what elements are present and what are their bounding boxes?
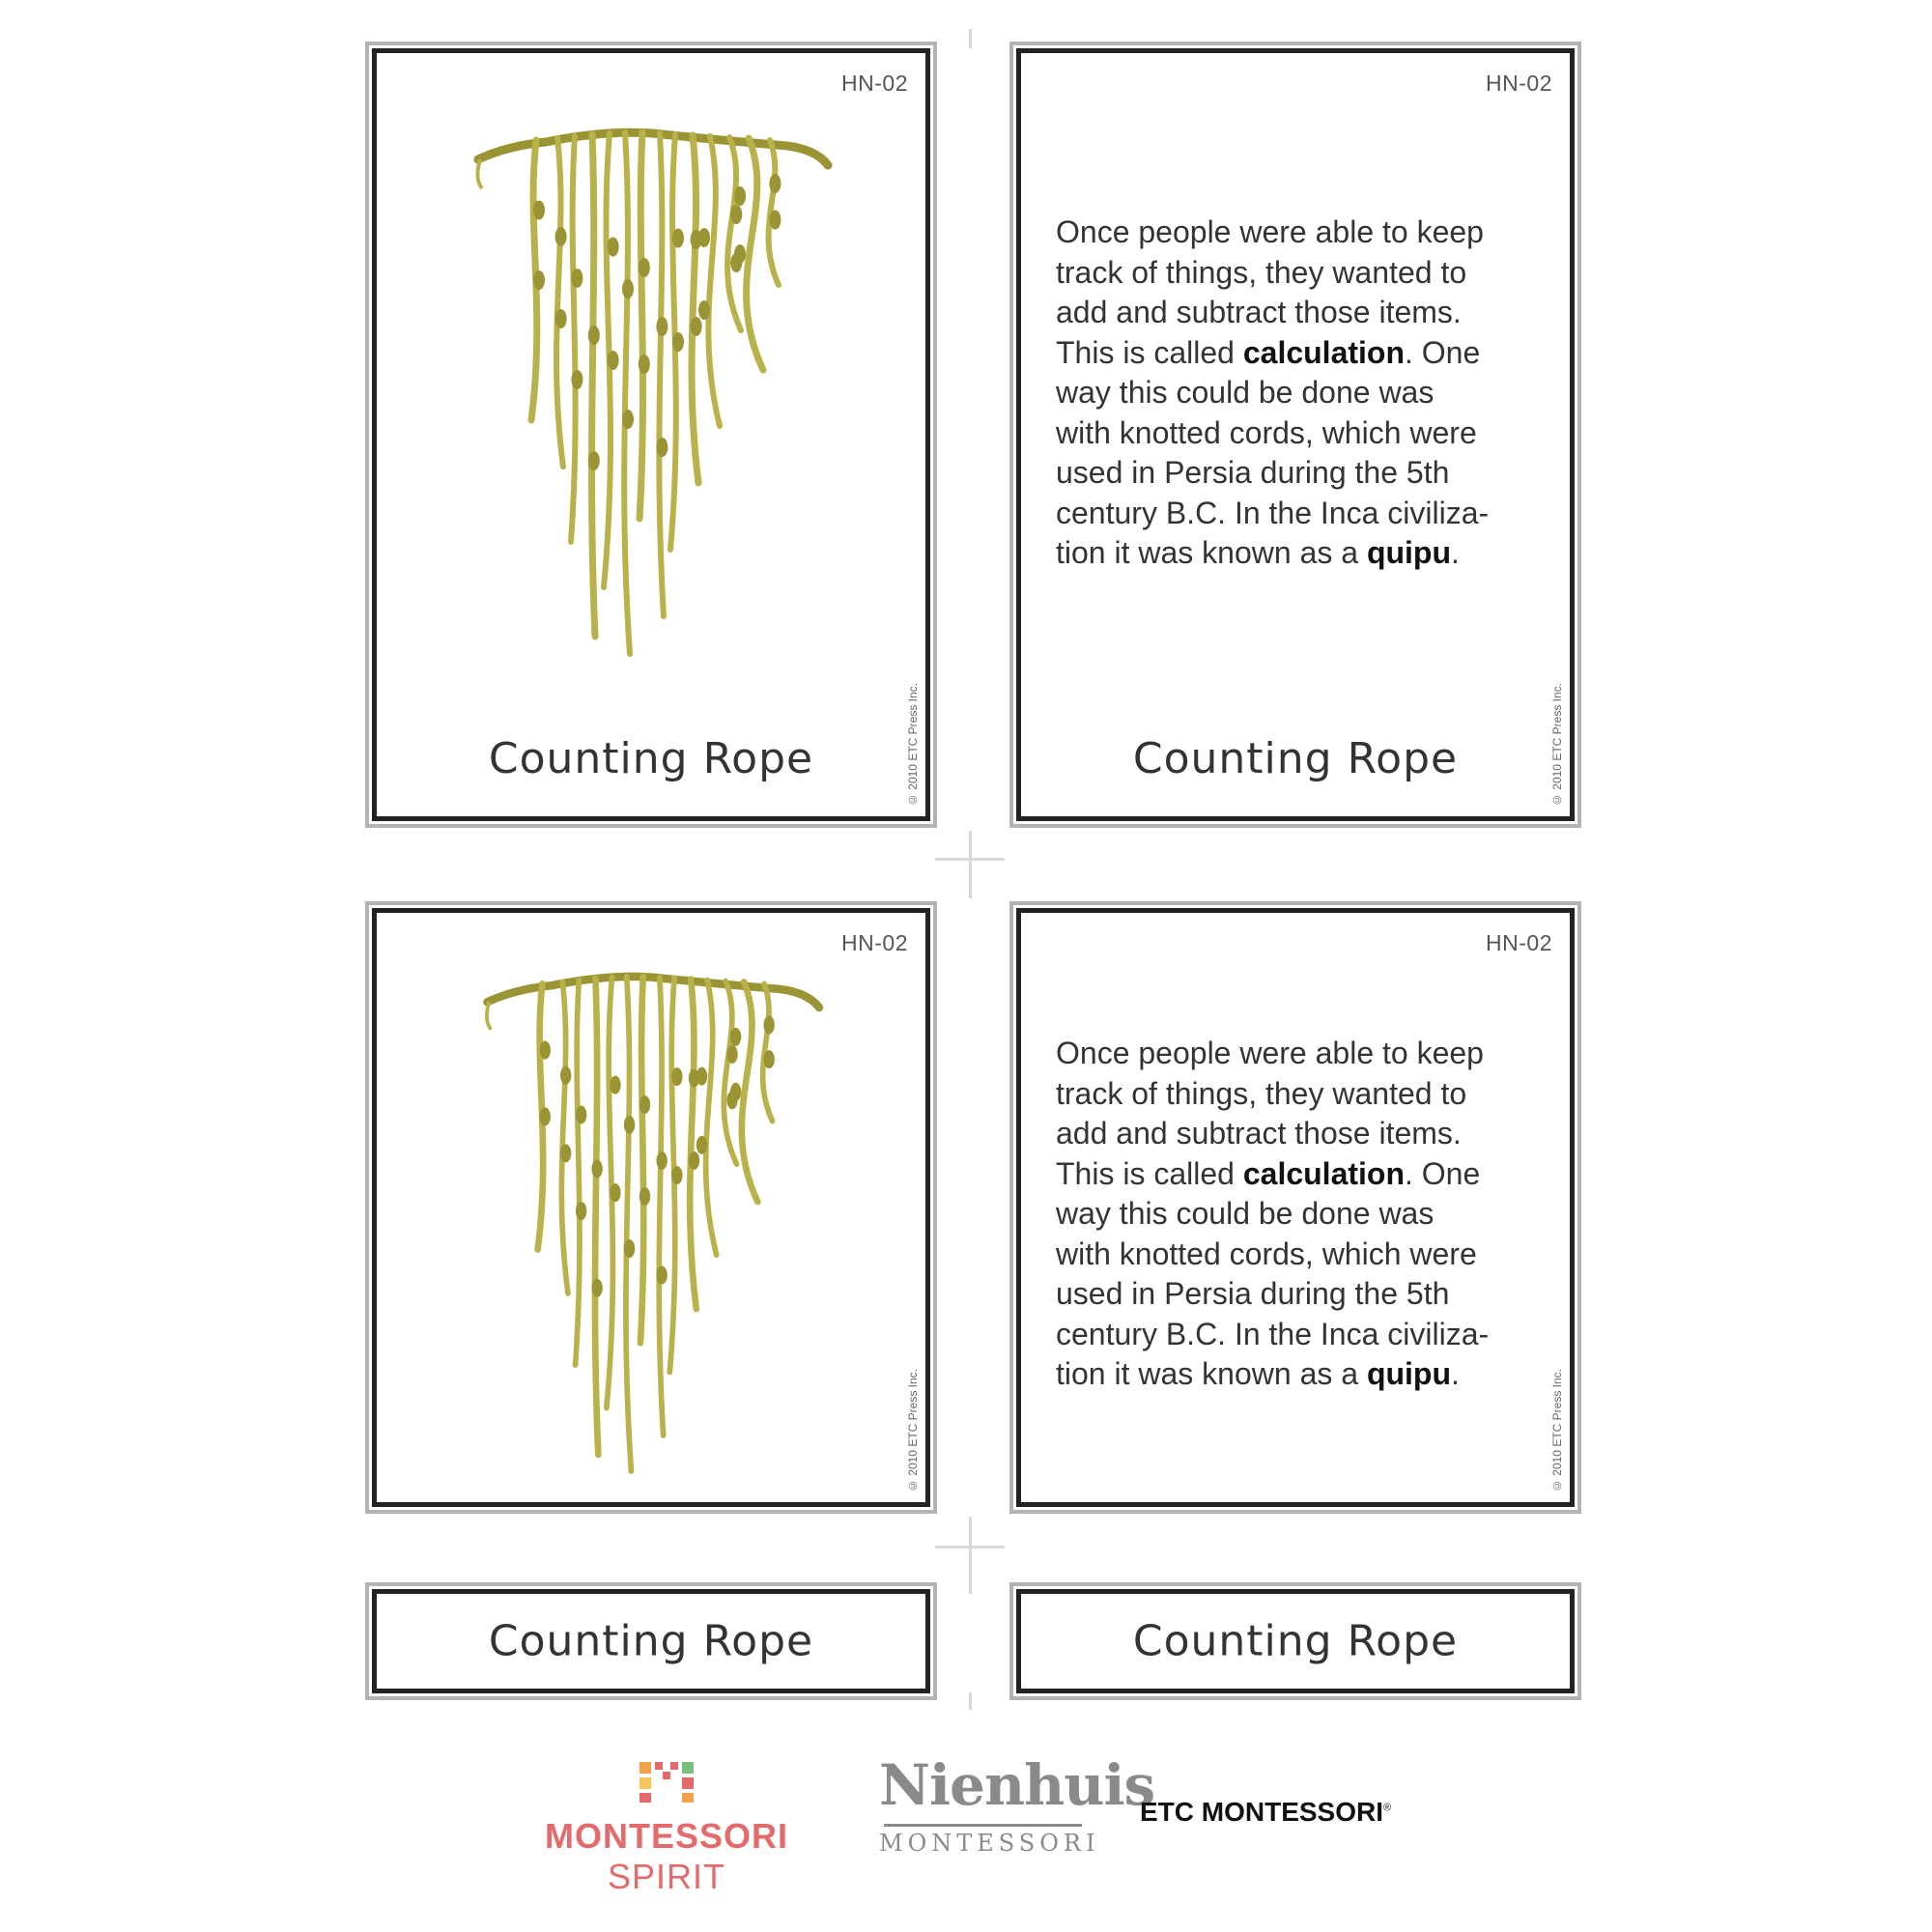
crop-mark	[969, 831, 972, 898]
brand-logos	[0, 1752, 1932, 1896]
nienhuis-logo: Nienhuis	[879, 1752, 1155, 1818]
term-quipu: quipu	[1366, 535, 1452, 570]
quipu-knot	[540, 1107, 551, 1125]
description-card	[1016, 908, 1575, 1507]
card-title: Counting Rope	[1132, 734, 1459, 783]
card-code: HN-02	[1486, 71, 1552, 96]
copyright-text: © 2010 ETC Press Inc.	[906, 682, 920, 807]
label-card	[372, 1589, 930, 1693]
quipu-knot	[624, 1116, 635, 1134]
picture-card	[372, 908, 930, 1507]
description-text: Once people were able to keep track of things, they wanted to add and subtract those items. This is called calculation. One way this could be done was with knotted cords, which were used in Persia during the 5th century B.C. In the Inca civiliza- tion it was known as a quipu.	[1056, 214, 1490, 570]
crop-mark	[969, 1517, 972, 1594]
quipu-knot	[588, 326, 600, 345]
quipu-knot	[610, 1076, 620, 1094]
quipu-pendant-cord	[742, 981, 758, 1202]
quipu-knot	[639, 355, 650, 374]
quipu-pendant-cord	[747, 138, 763, 370]
quipu-pendant-cord	[595, 979, 598, 1455]
quipu-knot	[610, 1183, 620, 1202]
quipu-knot	[656, 1266, 667, 1285]
nienhuis-divider	[884, 1824, 1082, 1827]
quipu-knot	[571, 370, 582, 389]
quipu-knot	[591, 1159, 602, 1178]
quipu-knot	[622, 279, 634, 298]
quipu-knot	[555, 227, 567, 246]
card-title: Counting Rope	[488, 1616, 814, 1666]
quipu-knot	[591, 1279, 602, 1297]
quipu-knot	[560, 1066, 571, 1085]
crop-mark	[969, 29, 972, 48]
quipu-knot	[560, 1144, 571, 1162]
copyright-text: © 2010 ETC Press Inc.	[1550, 1368, 1564, 1492]
quipu-knot	[608, 351, 619, 370]
quipu-knot	[769, 174, 781, 193]
term-quipu: quipu	[1366, 1356, 1452, 1391]
quipu-knot	[769, 211, 781, 230]
nienhuis-subtitle: MONTESSORI	[879, 1830, 1100, 1857]
quipu-knot	[691, 317, 702, 336]
quipu-knot	[672, 332, 684, 352]
quipu-knot	[608, 238, 619, 257]
quipu-knot	[696, 1136, 707, 1154]
quipu-knot	[533, 201, 545, 220]
quipu-knot	[696, 1067, 707, 1086]
quipu-pendant-cord	[659, 133, 664, 616]
quipu-knot	[639, 1187, 650, 1206]
quipu-pendant-cord	[561, 981, 568, 1293]
quipu-knot	[656, 438, 668, 457]
quipu-knot	[698, 300, 710, 320]
quipu-pendant-cord	[624, 132, 630, 654]
quipu-knot	[656, 1151, 667, 1170]
quipu-pendant-cord	[576, 980, 580, 1365]
quipu-pendant-cord	[724, 980, 736, 1164]
montessori-spirit-logo: MONTESSORI SPIRIT	[544, 1816, 788, 1896]
picture-card	[372, 48, 930, 821]
quipu-knot	[540, 1041, 551, 1060]
quipu-knot	[639, 1095, 650, 1114]
quipu-pendant-cord	[706, 980, 717, 1256]
quipu-knot	[639, 258, 650, 277]
quipu-pendant-cord	[708, 136, 720, 426]
quipu-knot	[689, 1151, 699, 1170]
quipu-knot	[671, 1067, 682, 1086]
quipu-knot	[734, 244, 746, 264]
quipu-pendant-cord	[640, 977, 643, 1343]
quipu-knot	[730, 205, 742, 224]
quipu-knot	[730, 1028, 741, 1046]
card-title: Counting Rope	[1132, 1616, 1459, 1666]
card-code: HN-02	[1486, 930, 1552, 955]
quipu-pendant-cord	[690, 980, 696, 1310]
quipu-main-cord-end	[487, 1002, 491, 1029]
quipu-knot	[671, 1166, 682, 1184]
description-text: Once people were able to keep track of things, they wanted to add and subtract those items. This is called calculation. One way this could be done was with knotted cords, which were used in Persia during the 5th century B.C. In the Inca civiliza- tion it was known as a quipu.	[1056, 1036, 1490, 1391]
card-title: Counting Rope	[488, 734, 814, 783]
quipu-knot	[571, 269, 582, 288]
quipu-knot	[588, 451, 600, 470]
quipu-knot	[656, 317, 668, 336]
quipu-knot	[730, 1083, 741, 1101]
quipu-pendant-cord	[592, 134, 595, 637]
quipu-pendant-cord	[692, 135, 698, 483]
copyright-text: © 2010 ETC Press Inc.	[1550, 682, 1564, 807]
quipu-knot	[555, 309, 567, 328]
copyright-text: © 2010 ETC Press Inc.	[906, 1368, 920, 1492]
quipu-knot	[576, 1202, 586, 1220]
card-code: HN-02	[841, 930, 908, 955]
quipu-illustration	[478, 961, 836, 1483]
montessori-spirit-logo-icon	[638, 1758, 696, 1804]
quipu-illustration	[469, 121, 845, 662]
quipu-knot	[533, 270, 545, 290]
quipu-knot	[734, 186, 746, 206]
quipu-knot	[672, 229, 684, 248]
quipu-knot	[624, 1239, 635, 1258]
quipu-pendant-cord	[556, 138, 563, 467]
quipu-pendant-cord	[639, 132, 642, 519]
quipu-pendant-cord	[571, 136, 576, 542]
etc-montessori-logo: ETC MONTESSORI®	[1140, 1797, 1392, 1827]
term-calculation: calculation	[1242, 1155, 1405, 1191]
quipu-knot	[763, 1050, 774, 1068]
quipu-knot	[726, 1045, 737, 1064]
quipu-pendant-cord	[659, 978, 663, 1435]
quipu-main-cord-end	[477, 159, 482, 188]
crop-mark	[969, 1692, 972, 1710]
quipu-pendant-cord	[626, 977, 632, 1471]
quipu-knot	[576, 1106, 586, 1124]
label-card	[1016, 1589, 1575, 1693]
card-code: HN-02	[841, 71, 908, 96]
term-calculation: calculation	[1242, 334, 1405, 370]
quipu-knot	[763, 1016, 774, 1035]
quipu-pendant-cord	[727, 137, 741, 330]
quipu-knot	[622, 410, 634, 429]
description-card	[1016, 48, 1575, 821]
quipu-knot	[698, 228, 710, 247]
